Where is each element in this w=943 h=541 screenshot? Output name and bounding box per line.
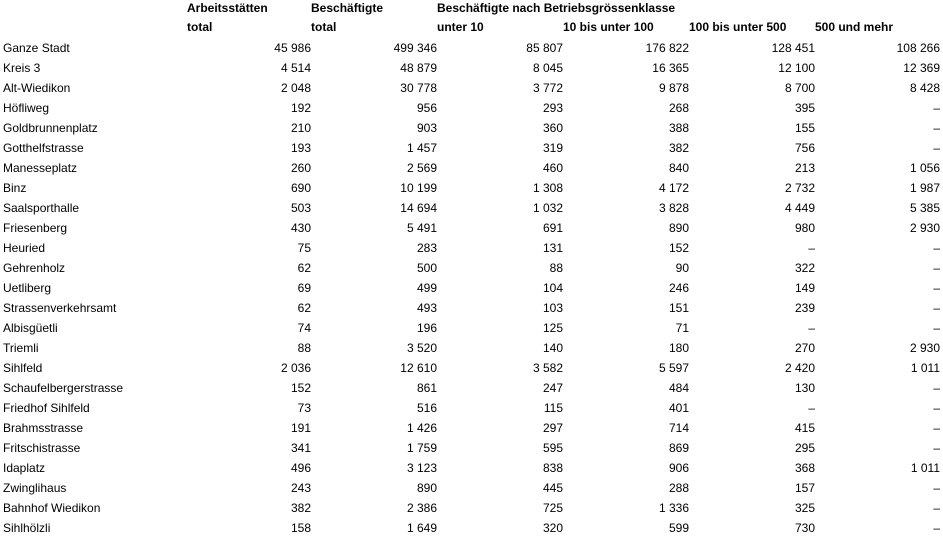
cell-10-bis-100: 382: [668, 141, 689, 155]
cell-name: Sihlhölzli: [3, 521, 51, 535]
cell-500-und-mehr: 12 369: [903, 61, 940, 75]
cell-name: Strassenverkehrsamt: [3, 301, 117, 315]
cell-500-und-mehr: –: [933, 121, 940, 135]
cell-beschaeftigte: 1 457: [406, 141, 437, 155]
cell-arbeitsstaetten: 73: [297, 401, 311, 415]
cell-unter-10: 131: [542, 241, 563, 255]
cell-beschaeftigte: 196: [416, 321, 437, 335]
cell-arbeitsstaetten: 690: [290, 181, 311, 195]
cell-beschaeftigte: 890: [416, 481, 437, 495]
cell-arbeitsstaetten: 69: [297, 281, 311, 295]
cell-arbeitsstaetten: 382: [290, 501, 311, 515]
cell-unter-10: 247: [542, 381, 563, 395]
cell-beschaeftigte: 2 569: [406, 161, 437, 175]
cell-name: Ganze Stadt: [3, 41, 70, 55]
cell-100-bis-500: 2 732: [784, 181, 815, 195]
cell-name: Triemli: [3, 341, 39, 355]
table-row: [0, 318, 940, 338]
header-empty: [0, 0, 187, 17]
cell-10-bis-100: 401: [668, 401, 689, 415]
cell-unter-10: 445: [542, 481, 563, 495]
table-row: [0, 138, 940, 158]
table-row: [0, 498, 940, 518]
cell-10-bis-100: 151: [668, 301, 689, 315]
cell-10-bis-100: 484: [668, 381, 689, 395]
cell-10-bis-100: 90: [675, 261, 689, 275]
cell-100-bis-500: 325: [794, 501, 815, 515]
cell-500-und-mehr: –: [933, 301, 940, 315]
cell-name: Sihlfeld: [3, 361, 43, 375]
cell-unter-10: 140: [542, 341, 563, 355]
cell-500-und-mehr: –: [933, 241, 940, 255]
cell-100-bis-500: 4 449: [784, 201, 815, 215]
header-empty-2: [0, 17, 187, 38]
table-row: [0, 118, 940, 138]
cell-name: Schaufelbergerstrasse: [3, 381, 124, 395]
cell-100-bis-500: –: [808, 321, 815, 335]
cell-beschaeftigte: 499: [416, 281, 437, 295]
table-row: [0, 178, 940, 198]
cell-500-und-mehr: 5 385: [909, 201, 940, 215]
table-row: [0, 378, 940, 398]
cell-100-bis-500: 155: [794, 121, 815, 135]
cell-arbeitsstaetten: 243: [290, 481, 311, 495]
cell-arbeitsstaetten: 341: [290, 441, 311, 455]
cell-arbeitsstaetten: 210: [290, 121, 311, 135]
cell-100-bis-500: 128 451: [771, 41, 815, 55]
cell-unter-10: 125: [542, 321, 563, 335]
header-groessenklasse: Beschäftigte nach Betriebsgrössenklasse: [437, 1, 676, 15]
header-unter-10: unter 10: [437, 20, 484, 34]
table-row: [0, 258, 940, 278]
cell-10-bis-100: 714: [668, 421, 689, 435]
cell-100-bis-500: 395: [794, 101, 815, 115]
cell-beschaeftigte: 861: [416, 381, 437, 395]
cell-100-bis-500: 157: [794, 481, 815, 495]
table-row: [0, 238, 940, 258]
cell-10-bis-100: 71: [675, 321, 689, 335]
cell-10-bis-100: 890: [668, 221, 689, 235]
table-row: [0, 158, 940, 178]
header-arbeitsstaetten-total: total: [187, 20, 213, 34]
table-row: [0, 198, 940, 218]
cell-10-bis-100: 176 822: [645, 41, 689, 55]
cell-unter-10: 595: [542, 441, 563, 455]
cell-100-bis-500: 213: [794, 161, 815, 175]
cell-500-und-mehr: 108 266: [896, 41, 940, 55]
cell-10-bis-100: 906: [668, 461, 689, 475]
cell-10-bis-100: 246: [668, 281, 689, 295]
cell-name: Gotthelfstrasse: [3, 141, 84, 155]
cell-name: Saalsporthalle: [3, 201, 80, 215]
cell-beschaeftigte: 3 520: [406, 341, 437, 355]
table-row: [0, 338, 940, 358]
cell-arbeitsstaetten: 2 048: [280, 81, 311, 95]
cell-10-bis-100: 288: [668, 481, 689, 495]
cell-10-bis-100: 4 172: [658, 181, 689, 195]
cell-100-bis-500: 980: [794, 221, 815, 235]
cell-500-und-mehr: –: [933, 521, 940, 535]
cell-500-und-mehr: –: [933, 141, 940, 155]
cell-100-bis-500: –: [808, 241, 815, 255]
cell-arbeitsstaetten: 75: [297, 241, 311, 255]
cell-500-und-mehr: 2 930: [909, 341, 940, 355]
cell-500-und-mehr: 2 930: [909, 221, 940, 235]
cell-100-bis-500: 2 420: [784, 361, 815, 375]
cell-10-bis-100: 3 828: [658, 201, 689, 215]
header-500-und-mehr: 500 und mehr: [815, 20, 894, 34]
cell-unter-10: 115: [543, 401, 563, 415]
cell-100-bis-500: 12 100: [778, 61, 815, 75]
cell-arbeitsstaetten: 158: [290, 521, 311, 535]
cell-unter-10: 320: [542, 521, 563, 535]
cell-beschaeftigte: 903: [416, 121, 437, 135]
cell-beschaeftigte: 1 649: [406, 521, 437, 535]
cell-arbeitsstaetten: 45 986: [274, 41, 311, 55]
cell-name: Goldbrunnenplatz: [3, 121, 98, 135]
cell-unter-10: 725: [542, 501, 563, 515]
cell-beschaeftigte: 956: [416, 101, 437, 115]
cell-500-und-mehr: 1 987: [909, 181, 940, 195]
cell-arbeitsstaetten: 193: [290, 141, 311, 155]
header-10-bis-100: 10 bis unter 100: [563, 20, 654, 34]
table-row: [0, 458, 940, 478]
table-row: [0, 78, 940, 98]
cell-name: Heuried: [3, 241, 46, 255]
table-header: [0, 0, 940, 38]
cell-unter-10: 360: [542, 121, 563, 135]
cell-500-und-mehr: –: [933, 101, 940, 115]
cell-10-bis-100: 16 365: [652, 61, 689, 75]
table-row: [0, 438, 940, 458]
cell-10-bis-100: 180: [668, 341, 689, 355]
table-row: [0, 278, 940, 298]
cell-beschaeftigte: 283: [416, 241, 437, 255]
cell-beschaeftigte: 499 346: [393, 41, 437, 55]
cell-beschaeftigte: 10 199: [400, 181, 437, 195]
cell-arbeitsstaetten: 503: [290, 201, 311, 215]
cell-500-und-mehr: –: [933, 321, 940, 335]
cell-100-bis-500: 239: [794, 301, 815, 315]
cell-10-bis-100: 152: [668, 241, 689, 255]
cell-arbeitsstaetten: 260: [290, 161, 311, 175]
cell-100-bis-500: 368: [794, 461, 815, 475]
cell-unter-10: 297: [542, 421, 563, 435]
cell-beschaeftigte: 3 123: [406, 461, 437, 475]
cell-name: Gehrenholz: [3, 261, 66, 275]
cell-name: Zwinglihaus: [3, 481, 67, 495]
cell-unter-10: 8 045: [532, 61, 563, 75]
cell-100-bis-500: –: [808, 401, 815, 415]
cell-name: Alt-Wiedikon: [3, 81, 71, 95]
cell-10-bis-100: 9 878: [658, 81, 689, 95]
cell-unter-10: 88: [549, 261, 563, 275]
cell-unter-10: 460: [542, 161, 563, 175]
cell-100-bis-500: 730: [794, 521, 815, 535]
cell-100-bis-500: 295: [794, 441, 815, 455]
table-row: [0, 298, 940, 318]
cell-arbeitsstaetten: 62: [297, 261, 311, 275]
cell-unter-10: 85 807: [526, 41, 563, 55]
table-row: [0, 58, 940, 78]
header-beschaeftigte: Beschäftigte: [311, 1, 384, 15]
cell-500-und-mehr: –: [933, 401, 940, 415]
cell-arbeitsstaetten: 62: [297, 301, 311, 315]
cell-arbeitsstaetten: 2 036: [280, 361, 311, 375]
table-row: [0, 478, 940, 498]
table-row: [0, 518, 940, 538]
cell-name: Friedhof Sihlfeld: [3, 401, 90, 415]
cell-name: Kreis 3: [3, 61, 41, 75]
table-body: [0, 38, 940, 538]
cell-500-und-mehr: –: [933, 381, 940, 395]
table-row: [0, 218, 940, 238]
cell-100-bis-500: 415: [794, 421, 815, 435]
cell-10-bis-100: 268: [668, 101, 689, 115]
cell-100-bis-500: 149: [794, 281, 815, 295]
cell-100-bis-500: 8 700: [784, 81, 815, 95]
cell-500-und-mehr: –: [933, 281, 940, 295]
cell-name: Idaplatz: [3, 461, 46, 475]
cell-unter-10: 319: [542, 141, 563, 155]
cell-500-und-mehr: –: [933, 441, 940, 455]
cell-arbeitsstaetten: 88: [297, 341, 311, 355]
cell-500-und-mehr: 8 428: [909, 81, 940, 95]
cell-name: Friesenberg: [3, 221, 68, 235]
cell-beschaeftigte: 516: [416, 401, 437, 415]
cell-beschaeftigte: 14 694: [400, 201, 437, 215]
cell-arbeitsstaetten: 191: [290, 421, 311, 435]
cell-100-bis-500: 322: [794, 261, 815, 275]
cell-arbeitsstaetten: 4 514: [280, 61, 311, 75]
cell-10-bis-100: 5 597: [658, 361, 689, 375]
cell-name: Binz: [3, 181, 27, 195]
cell-name: Fritschistrasse: [3, 441, 81, 455]
header-beschaeftigte-total: total: [311, 20, 337, 34]
cell-500-und-mehr: 1 011: [910, 461, 940, 475]
cell-name: Brahmsstrasse: [3, 421, 84, 435]
cell-100-bis-500: 756: [794, 141, 815, 155]
cell-unter-10: 103: [542, 301, 563, 315]
cell-500-und-mehr: 1 011: [910, 361, 940, 375]
cell-beschaeftigte: 493: [416, 301, 437, 315]
cell-beschaeftigte: 1 426: [406, 421, 437, 435]
cell-arbeitsstaetten: 192: [290, 101, 311, 115]
cell-name: Manesseplatz: [3, 161, 78, 175]
cell-arbeitsstaetten: 496: [290, 461, 311, 475]
cell-unter-10: 1 032: [532, 201, 563, 215]
table-row: [0, 38, 940, 58]
header-100-bis-500: 100 bis unter 500: [689, 20, 787, 34]
cell-beschaeftigte: 12 610: [400, 361, 437, 375]
cell-500-und-mehr: 1 056: [909, 161, 940, 175]
cell-500-und-mehr: –: [933, 481, 940, 495]
cell-name: Höfliweg: [3, 101, 50, 115]
cell-100-bis-500: 130: [794, 381, 815, 395]
table-row: [0, 398, 940, 418]
cell-beschaeftigte: 48 879: [400, 61, 437, 75]
cell-unter-10: 1 308: [532, 181, 563, 195]
cell-name: Albisgüetli: [3, 321, 58, 335]
cell-beschaeftigte: 30 778: [400, 81, 437, 95]
table-row: [0, 358, 940, 378]
cell-10-bis-100: 840: [668, 161, 689, 175]
cell-unter-10: 3 772: [532, 81, 563, 95]
cell-arbeitsstaetten: 74: [297, 321, 311, 335]
cell-500-und-mehr: –: [933, 501, 940, 515]
cell-10-bis-100: 869: [668, 441, 689, 455]
cell-arbeitsstaetten: 430: [290, 221, 311, 235]
cell-unter-10: 293: [542, 101, 563, 115]
cell-beschaeftigte: 500: [416, 261, 437, 275]
cell-500-und-mehr: –: [933, 421, 940, 435]
cell-10-bis-100: 388: [668, 121, 689, 135]
header-arbeitsstaetten: Arbeitsstätten: [187, 1, 268, 15]
table-row: [0, 418, 940, 438]
cell-100-bis-500: 270: [794, 341, 815, 355]
cell-10-bis-100: 1 336: [658, 501, 689, 515]
cell-beschaeftigte: 2 386: [406, 501, 437, 515]
cell-arbeitsstaetten: 152: [290, 381, 311, 395]
cell-10-bis-100: 599: [668, 521, 689, 535]
cell-unter-10: 838: [542, 461, 563, 475]
cell-name: Bahnhof Wiedikon: [3, 501, 101, 515]
cell-beschaeftigte: 5 491: [406, 221, 437, 235]
cell-beschaeftigte: 1 759: [406, 441, 437, 455]
cell-500-und-mehr: –: [933, 261, 940, 275]
cell-name: Uetliberg: [3, 281, 52, 295]
cell-unter-10: 104: [542, 281, 563, 295]
table-row: [0, 98, 940, 118]
cell-unter-10: 3 582: [532, 361, 563, 375]
cell-unter-10: 691: [542, 221, 563, 235]
